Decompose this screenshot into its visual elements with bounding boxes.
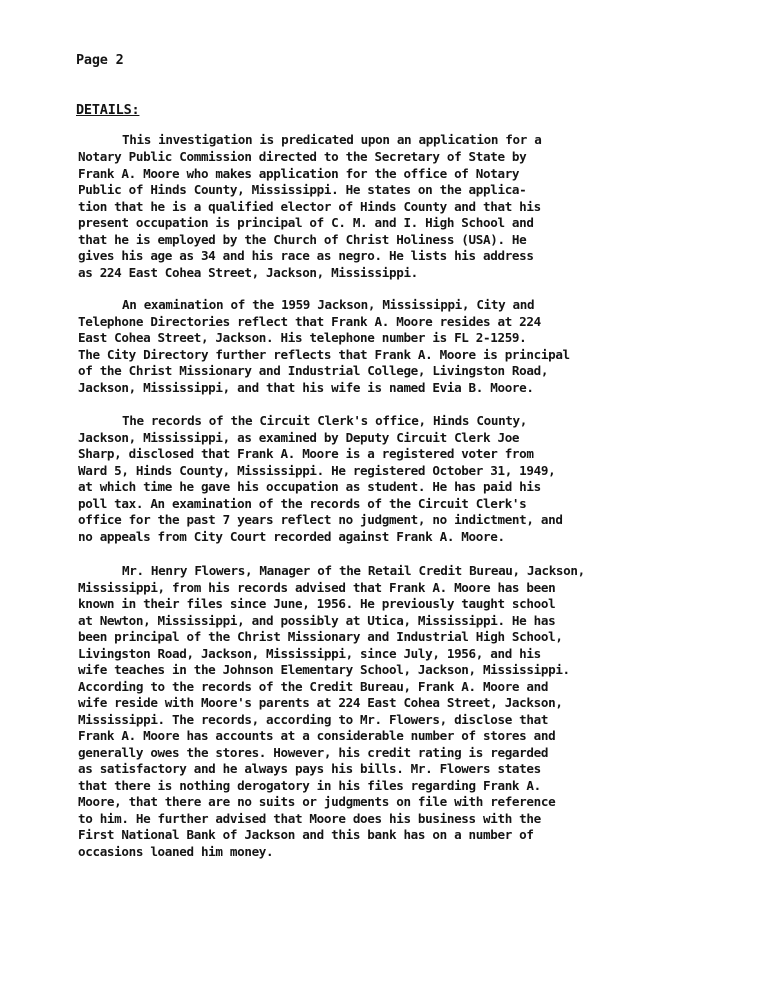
text-line: that he is employed by the Church of Christ Holiness (USA). He bbox=[78, 232, 527, 247]
text-line: poll tax. An examination of the records of the Circuit Clerk's bbox=[78, 496, 527, 511]
text-line: Ward 5, Hinds County, Mississippi. He registered October 31, 1949, bbox=[78, 463, 556, 478]
text-line: at which time he gave his occupation as student. He has paid his bbox=[78, 479, 541, 494]
page-number: Page 2 bbox=[76, 52, 124, 68]
text-line: Jackson, Mississippi, and that his wife is named Evia B. Moore. bbox=[78, 380, 534, 395]
text-line: no appeals from City Court recorded against Frank A. Moore. bbox=[78, 529, 505, 544]
text-line: Mississippi. The records, according to Mr. Flowers, disclose that bbox=[78, 712, 549, 727]
text-line: Frank A. Moore who makes application for the office of Notary bbox=[78, 166, 520, 181]
text-line: The City Directory further reflects that Frank A. Moore is principal bbox=[78, 347, 570, 362]
text-line: According to the records of the Credit Bureau, Frank A. Moore and bbox=[78, 679, 549, 694]
text-line: East Cohea Street, Jackson. His telephone number is FL 2-1259. bbox=[78, 330, 527, 345]
text-line: occasions loaned him money. bbox=[78, 844, 274, 859]
text-line: Livingston Road, Jackson, Mississippi, since July, 1956, and his bbox=[78, 646, 541, 661]
text-line: This investigation is predicated upon an application for a bbox=[122, 132, 542, 147]
text-line: present occupation is principal of C. M. and I. High School and bbox=[78, 215, 534, 230]
text-line: wife teaches in the Johnson Elementary School, Jackson, Mississippi. bbox=[78, 662, 570, 677]
text-line: Frank A. Moore has accounts at a considerable number of stores and bbox=[78, 728, 556, 743]
text-line: as 224 East Cohea Street, Jackson, Mississippi. bbox=[78, 265, 418, 280]
text-line: tion that he is a qualified elector of Hinds County and that his bbox=[78, 199, 541, 214]
text-line: Public of Hinds County, Mississippi. He states on the applica- bbox=[78, 182, 527, 197]
text-line: First National Bank of Jackson and this bank has on a number of bbox=[78, 827, 534, 842]
text-line: Sharp, disclosed that Frank A. Moore is a registered voter from bbox=[78, 446, 534, 461]
text-line: as satisfactory and he always pays his bills. Mr. Flowers states bbox=[78, 761, 541, 776]
text-line: Telephone Directories reflect that Frank A. Moore resides at 224 bbox=[78, 314, 541, 329]
text-line: at Newton, Mississippi, and possibly at Utica, Mississippi. He has bbox=[78, 613, 556, 628]
text-line: office for the past 7 years reflect no judgment, no indictment, and bbox=[78, 512, 563, 527]
text-line: known in their files since June, 1956. He previously taught school bbox=[78, 596, 556, 611]
text-line: Jackson, Mississippi, as examined by Deputy Circuit Clerk Joe bbox=[78, 430, 520, 445]
text-line: been principal of the Christ Missionary and Industrial High School, bbox=[78, 629, 563, 644]
text-line: Notary Public Commission directed to the Secretary of State by bbox=[78, 149, 527, 164]
section-heading-details: DETAILS: bbox=[76, 102, 140, 118]
text-line: The records of the Circuit Clerk's office, Hinds County, bbox=[122, 413, 527, 428]
text-line: that there is nothing derogatory in his files regarding Frank A. bbox=[78, 778, 541, 793]
text-line: wife reside with Moore's parents at 224 East Cohea Street, Jackson, bbox=[78, 695, 563, 710]
text-line: generally owes the stores. However, his credit rating is regarded bbox=[78, 745, 549, 760]
text-line: of the Christ Missionary and Industrial College, Livingston Road, bbox=[78, 363, 549, 378]
text-line: Moore, that there are no suits or judgments on file with reference bbox=[78, 794, 556, 809]
text-line: An examination of the 1959 Jackson, Mississippi, City and bbox=[122, 297, 535, 312]
text-line: Mr. Henry Flowers, Manager of the Retail Credit Bureau, Jackson, bbox=[122, 563, 585, 578]
text-line: Mississippi, from his records advised that Frank A. Moore has been bbox=[78, 580, 556, 595]
text-line: gives his age as 34 and his race as negro. He lists his address bbox=[78, 248, 534, 263]
text-line: to him. He further advised that Moore does his business with the bbox=[78, 811, 541, 826]
